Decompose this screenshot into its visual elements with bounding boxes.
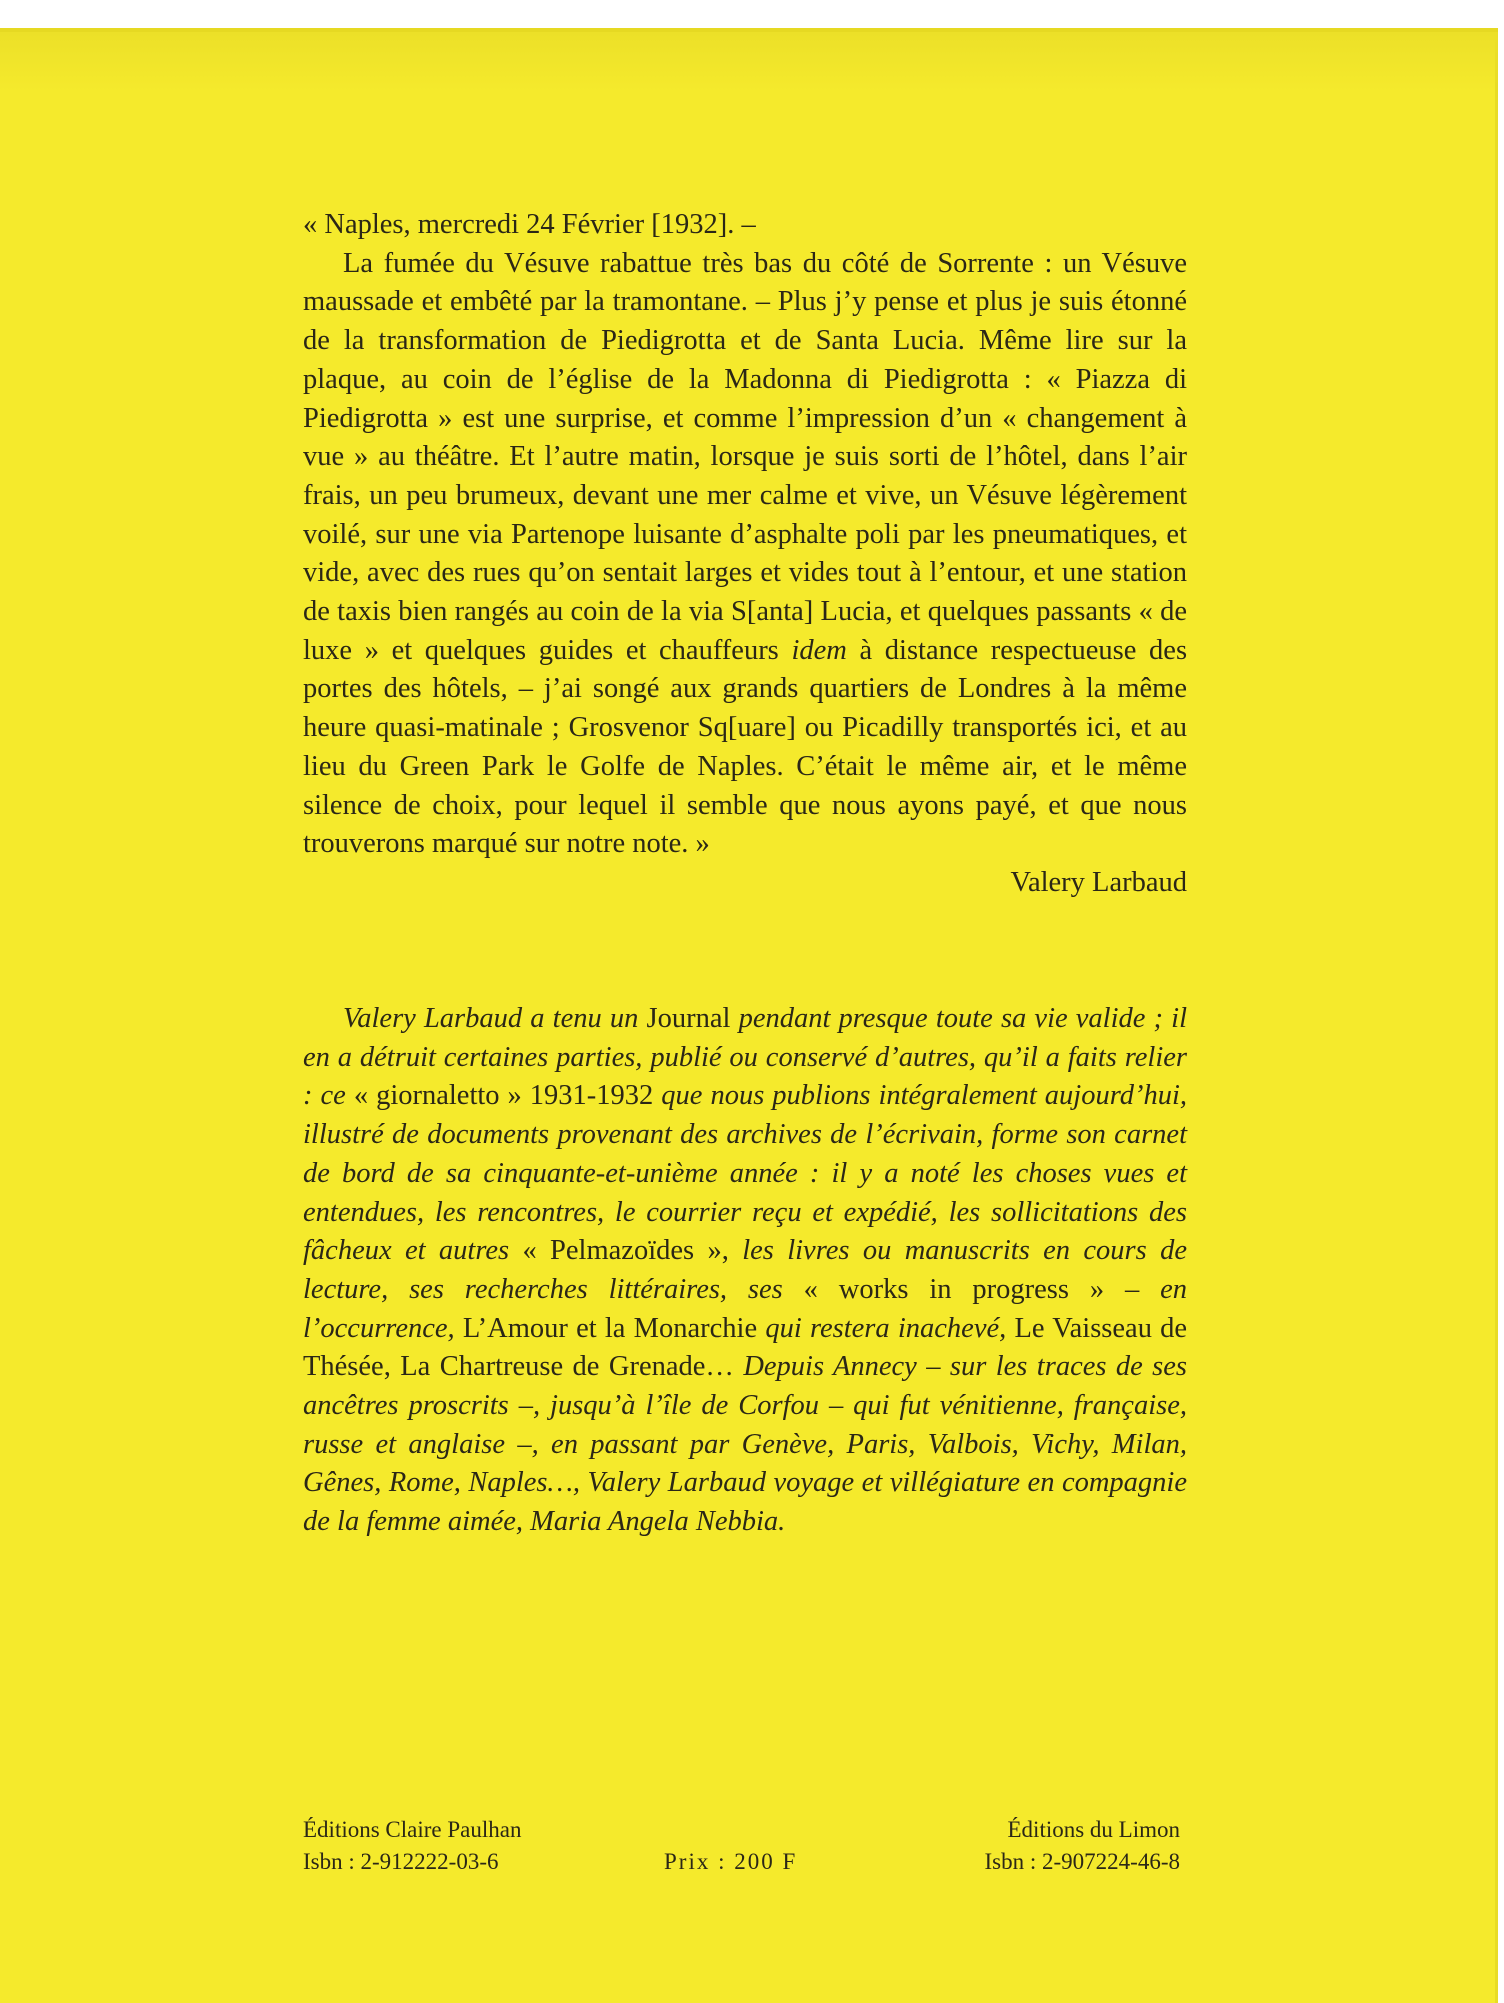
publisher-left-name: Éditions Claire Paulhan <box>303 1817 522 1842</box>
desc-term-pelmazoides: « Pelmazoïdes », <box>522 1235 729 1267</box>
desc-titles-works: Le Vaisseau de Thésée, La Chartreuse de Grenade… <box>303 1312 1188 1383</box>
desc-italic-6: qui restera inachevé, <box>765 1312 1007 1344</box>
desc-title-journal: Journal <box>646 1003 731 1034</box>
desc-italic-5: – en l’occurrence, <box>303 1273 1188 1344</box>
desc-italic-4: les livres ou manuscrits en cours de lecture, ses recherches littéraires, ses <box>303 1235 1187 1305</box>
desc-term-works: « works in progress » <box>803 1273 1105 1305</box>
price-label: Prix : 200 F <box>664 1849 798 1874</box>
excerpt-text: La fumée du Vésuve rabattue très bas du côté de Sorrente : un Vésuve maussade et embêté par la tramontane. – Plus j’y pense et plus je suis étonné de la transformation de Piedigrotta et de Santa Lucia. Même lire sur la plaque, au coin de l’église de la Madonna di Piedigrotta : « Piazza di Piedigrotta » est une surprise, et comme l’impression d’un « changement à vue » au théâtre. Et l’autre matin, lorsque je suis sorti de l’hôtel, dans l’air frais, un peu brumeux, devant une mer calme et vive, un Vésuve légèrement voilé, sur une via Partenope luisante d’asphalte poli par les pneumatiques, et vide, avec des rues qu’on sentait larges et vides tout à l’entour, et une station de taxis bien rangés au coin de la via S[anta] Lucia, et quelques passants « de luxe » et quelques guides et chauffeurs <box>303 247 1187 666</box>
excerpt-italic-word: idem <box>791 634 847 666</box>
isbn-left: Isbn : 2-912222-03-6 <box>303 1849 499 1874</box>
desc-italic-1: Valery Larbaud a tenu un <box>343 1003 639 1034</box>
publisher-right-name: Éditions du Limon <box>1007 1817 1180 1842</box>
journal-excerpt <box>303 206 1187 903</box>
excerpt-text-end: à distance respectueuse des portes des hôtels, – j’ai songé aux grands quartiers de Londres à la même heure quasi-matinale ; Grosvenor Sq[uare] ou Picadilly transportés ici, et au lieu du Green Park le Golfe de Naples. C’était le même air, et le même silence de choix, pour lequel il semble que nous ayons payé, et que nous trouverons marqué sur notre note. » <box>303 634 1188 860</box>
book-back-cover <box>0 28 1498 2003</box>
publisher-right <box>985 1814 1180 1878</box>
book-description <box>303 1000 1187 1542</box>
desc-italic-3: que nous publions intégralement aujourd’hui, illustré de documents provenant des archives de l’écrivain, forme son carnet de bord de sa cinquante-et-unième année : il y a noté les choses vues et entendues, les rencontres, le courrier reçu et expédié, les sollicitations des fâcheux et autres <box>303 1080 1188 1267</box>
excerpt-date-line: « Naples, mercredi 24 Février [1932]. – <box>303 209 756 240</box>
excerpt-body <box>303 245 1187 864</box>
desc-italic-2: pendant presque toute sa vie valide ; il en a détruit certaines parties, publié ou conservé d’autres, qu’il a faits relier : ce <box>303 1003 1188 1112</box>
desc-title-giornaletto: « giornaletto » 1931-1932 <box>353 1080 654 1112</box>
publisher-left <box>303 1814 521 1878</box>
isbn-right: Isbn : 2-907224-46-8 <box>984 1849 1180 1874</box>
excerpt-author: Valery Larbaud <box>1010 866 1187 898</box>
desc-italic-7: Depuis Annecy – sur les traces de ses ancêtres proscrits –, jusqu’à l’île de Corfou – qui fut vénitienne, française, russe et anglaise –, en passant par Genève, Paris, Valbois, Vichy, Milan, Gênes, Rome, Naples…, Valery Larbaud voyage et villégiature en compagnie de la femme aimée, Maria Angela Nebbia. <box>303 1351 1188 1538</box>
desc-title-amour: L’Amour et la Monarchie <box>462 1312 758 1344</box>
